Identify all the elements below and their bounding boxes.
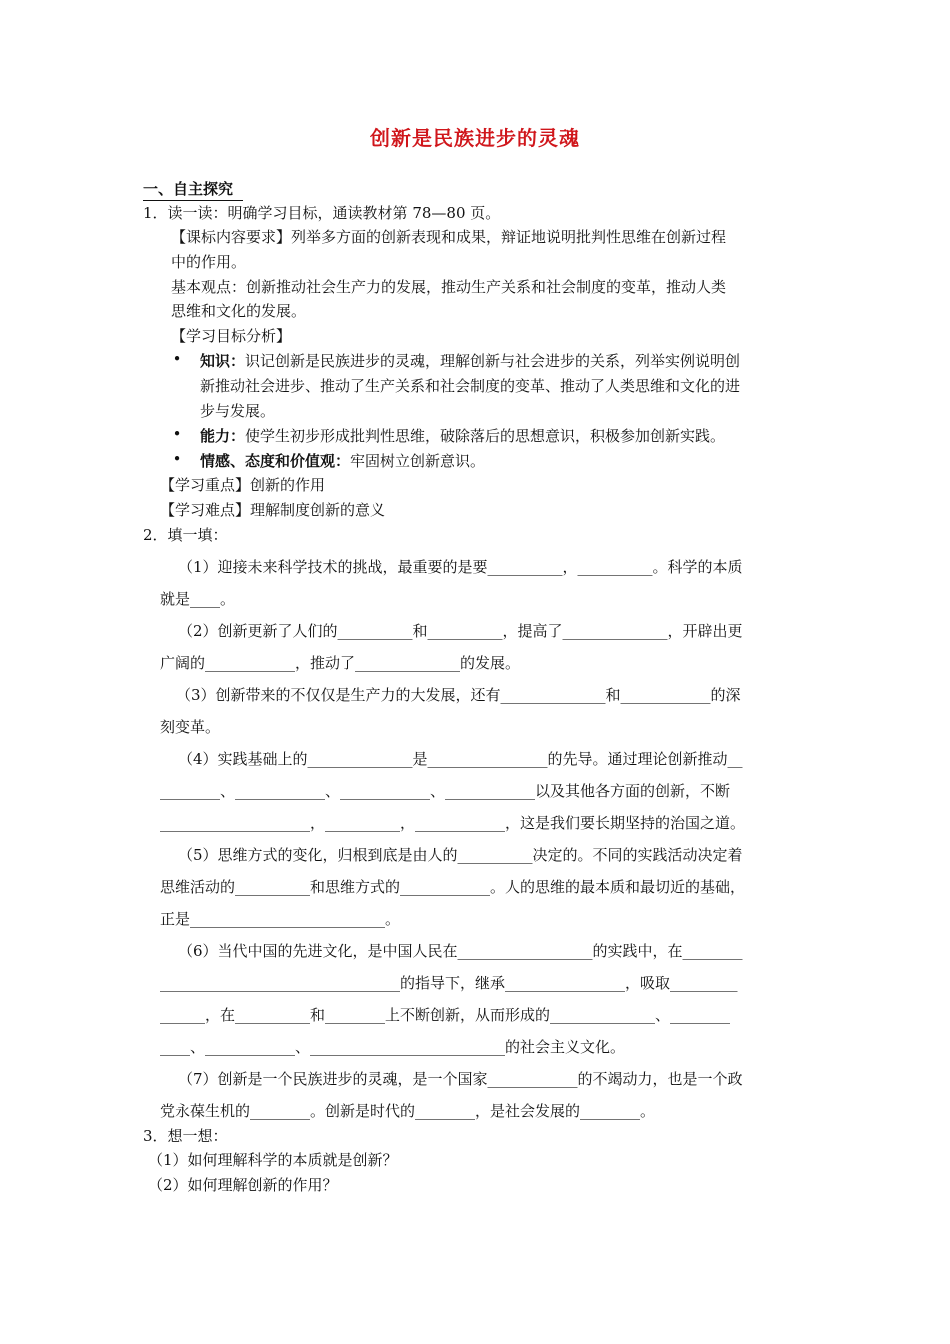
fill-question-7-line-2: 党永葆生机的________。创新是时代的________，是社会发展的________。 (160, 1102, 656, 1120)
bullet-icon: • (172, 350, 182, 368)
fill-question-4-line-3: ____________________，__________，____________，这是我们要长期坚持的治国之道。 (160, 814, 746, 832)
knowledge-label: 知识： (200, 352, 246, 370)
ability-text: 使学生初步形成批判性思维，破除落后的思想意识，积极参加创新实践。 (245, 427, 726, 445)
learning-goal-heading: 【学习目标分析】 (171, 327, 292, 345)
fill-heading: 2．填一填： (143, 526, 228, 544)
knowledge-text: 识记创新是民族进步的灵魂，理解创新与社会进步的关系，列举实例说明创 (245, 352, 741, 370)
think-question-2: （2）如何理解创新的作用？ (148, 1176, 338, 1194)
fill-question-3-line-1: （3）创新带来的不仅仅是生产力的大发展，还有______________和____________的深 (176, 686, 741, 704)
think-question-1: （1）如何理解科学的本质就是创新？ (148, 1151, 398, 1169)
fill-question-6-line-3: ______，在__________和________上不断创新，从而形成的______________、________ (160, 1006, 731, 1024)
fill-question-2-line-2: 广阔的____________，推动了______________的发展。 (160, 654, 521, 672)
curriculum-requirement-line-1: 【课标内容要求】列举多方面的创新表现和成果，辩证地说明批判性思维在创新过程 (171, 228, 727, 246)
emotion-text: 牢固树立创新意识。 (350, 452, 486, 470)
fill-question-7-line-1: （7）创新是一个民族进步的灵魂，是一个国家____________的不竭动力，也是一个政 (178, 1070, 743, 1088)
emotion-line (200, 450, 485, 472)
bullet-icon: • (172, 450, 182, 468)
fill-question-1-line-1: （1）迎接未来科学技术的挑战，最重要的是要__________，__________。科学的本质 (178, 558, 743, 576)
fill-question-6-line-4: ____、____________、__________________________的社会主义文化。 (160, 1038, 626, 1056)
knowledge-line-2: 新推动社会进步、推动了生产关系和社会制度的变革、推动了人类思维和文化的进 (200, 377, 741, 395)
fill-question-5-line-3: 正是__________________________。 (160, 910, 401, 928)
fill-question-2-line-1: （2）创新更新了人们的__________和__________，提高了______________，开辟出更 (178, 622, 743, 640)
fill-question-6-line-2: ________________________________的指导下，继承________________，吸取_________ (160, 974, 738, 992)
basic-view-line-1: 基本观点：创新推动社会生产力的发展，推动生产关系和社会制度的变革，推动人类 (171, 278, 727, 296)
fill-question-5-line-2: 思维活动的__________和思维方式的____________。人的思维的最本质和最切近的基础， (160, 878, 746, 896)
emotion-label: 情感、态度和价值观： (200, 452, 351, 470)
fill-question-3-line-2: 刻变革。 (160, 718, 221, 736)
curriculum-requirement-line-2: 中的作用。 (171, 253, 247, 271)
think-heading: 3．想一想： (143, 1127, 228, 1145)
ability-label: 能力： (200, 427, 246, 445)
ability-line (200, 425, 725, 447)
fill-question-5-line-1: （5）思维方式的变化，归根到底是由人的__________决定的。不同的实践活动决定着 (178, 846, 743, 864)
fill-question-4-line-1: （4）实践基础上的______________是________________的先导。通过理论创新推动__ (178, 750, 743, 768)
knowledge-line-3: 步与发展。 (200, 402, 276, 420)
basic-view-line-2: 思维和文化的发展。 (171, 302, 307, 320)
read-instruction: 1．读一读：明确学习目标，通读教材第 78—80 页。 (143, 204, 501, 222)
document-title: 创新是民族进步的灵魂 (370, 126, 580, 150)
learning-difficulty: 【学习难点】理解制度创新的意义 (160, 501, 386, 519)
learning-focus: 【学习重点】创新的作用 (160, 476, 326, 494)
bullet-icon: • (172, 425, 182, 443)
fill-question-4-line-2: ________、____________、____________、____________以及其他各方面的创新，不断 (160, 782, 731, 800)
knowledge-line-1 (200, 350, 740, 372)
fill-question-6-line-1: （6）当代中国的先进文化，是中国人民在__________________的实践中，在________ (178, 942, 743, 960)
section-heading: 一、自主探究 (143, 178, 243, 201)
fill-question-1-line-2: 就是____。 (160, 590, 236, 608)
